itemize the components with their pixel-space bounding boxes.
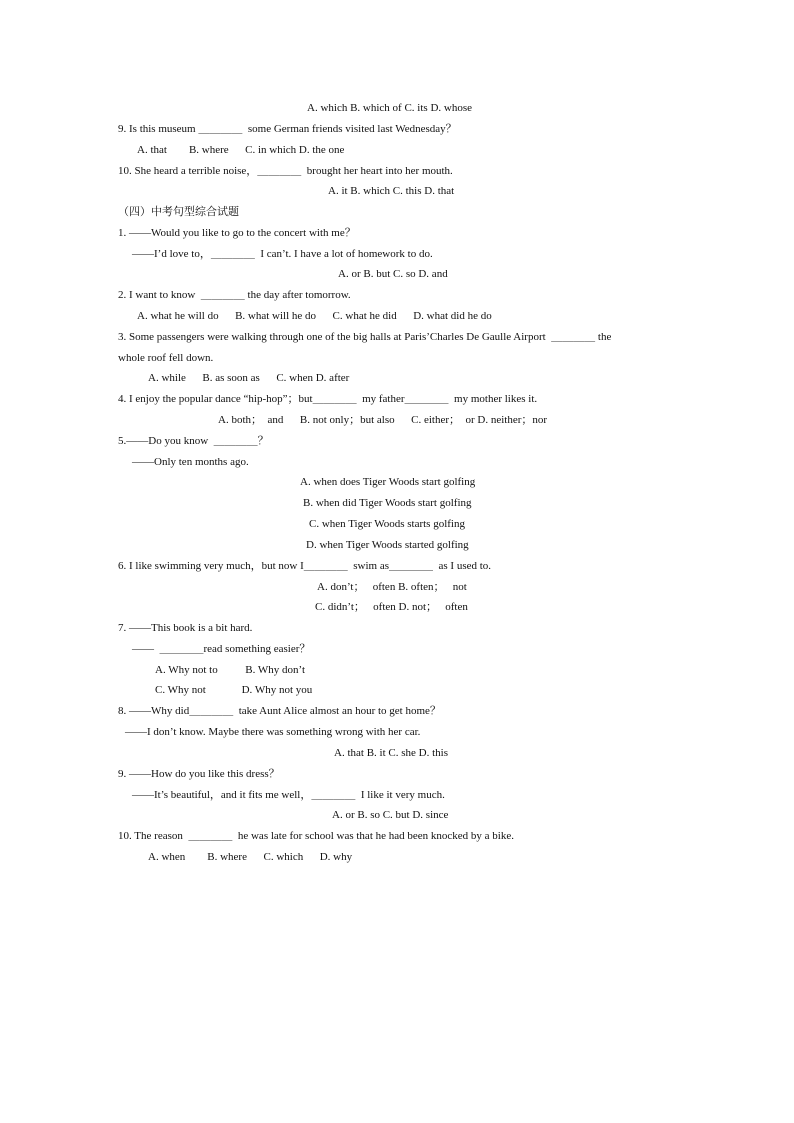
question-line: 7. ——This book is a bit hard. xyxy=(118,622,253,634)
question-line: 8. ——Why did＿＿＿＿ take Aunt Alice almost an hour to get home？ xyxy=(118,705,441,717)
question-line: 4. I enjoy the popular dance “hip-hop”；but＿＿＿＿ my father＿＿＿＿ my mother likes it. xyxy=(118,393,538,405)
question-line: whole roof fell down. xyxy=(118,352,214,364)
options-line: A. both； and B. not only；but also C. either； or D. neither；nor xyxy=(218,414,548,426)
options-line: D. when Tiger Woods started golfing xyxy=(306,539,469,551)
options-line: A. or B. so C. but D. since xyxy=(332,809,449,821)
question-line: 9. Is this museum ＿＿＿＿ some German friends visited last Wednesday？ xyxy=(118,123,457,135)
options-line: C. when Tiger Woods starts golfing xyxy=(309,518,465,530)
options-line: A. while B. as soon as C. when D. after xyxy=(148,372,350,384)
options-line: B. when did Tiger Woods start golfing xyxy=(303,497,472,509)
options-line: A. what he will do B. what will he do C. what he did D. what did he do xyxy=(137,310,492,322)
question-line: 3. Some passengers were walking through one of the big halls at Paris’Charles De Gaulle Airport ＿＿＿＿ the xyxy=(118,331,612,343)
question-line: 5.——Do you know ＿＿＿＿？ xyxy=(118,435,269,447)
question-line: 10. She heard a terrible noise，＿＿＿＿ brought her heart into her mouth. xyxy=(118,165,453,177)
options-line: A. don’t； often B. often； not xyxy=(317,581,467,593)
question-line: 9. ——How do you like this dress？ xyxy=(118,768,280,780)
question-line: 2. I want to know ＿＿＿＿ the day after tomorrow. xyxy=(118,289,351,301)
options-line: A. when does Tiger Woods start golfing xyxy=(300,476,476,488)
question-line: 1. ——Would you like to go to the concert with me？ xyxy=(118,227,356,239)
options-line: C. Why not D. Why not you xyxy=(155,684,313,696)
question-line: 6. I like swimming very much，but now I＿＿＿＿ swim as＿＿＿＿ as I used to. xyxy=(118,560,492,572)
section-heading: （四）中考句型综合试题 xyxy=(118,205,239,218)
options-line: A. or B. but C. so D. and xyxy=(338,268,448,280)
options-line: A. when B. where C. which D. why xyxy=(148,851,353,863)
question-line: 10. The reason ＿＿＿＿ he was late for school was that he had been knocked by a bike. xyxy=(118,830,514,842)
dialogue-line: ——I don’t know. Maybe there was something wrong with her car. xyxy=(125,726,421,738)
dialogue-line: ——It’s beautiful，and it fits me well，＿＿＿＿ I like it very much. xyxy=(132,789,445,801)
options-line: C. didn’t； often D. not； often xyxy=(315,601,468,613)
dialogue-line: ——I’d love to，＿＿＿＿ I can’t. I have a lot of homework to do. xyxy=(132,248,433,260)
dialogue-line: —— ＿＿＿＿read something easier？ xyxy=(132,643,311,655)
options-line: A. that B. it C. she D. this xyxy=(334,747,448,759)
options-line: A. Why not to B. Why don’t xyxy=(155,664,306,676)
options-line: A. which B. which of C. its D. whose xyxy=(307,102,472,114)
options-line: A. that B. where C. in which D. the one xyxy=(137,144,345,156)
dialogue-line: ——Only ten months ago. xyxy=(132,456,249,468)
options-line: A. it B. which C. this D. that xyxy=(328,185,455,197)
